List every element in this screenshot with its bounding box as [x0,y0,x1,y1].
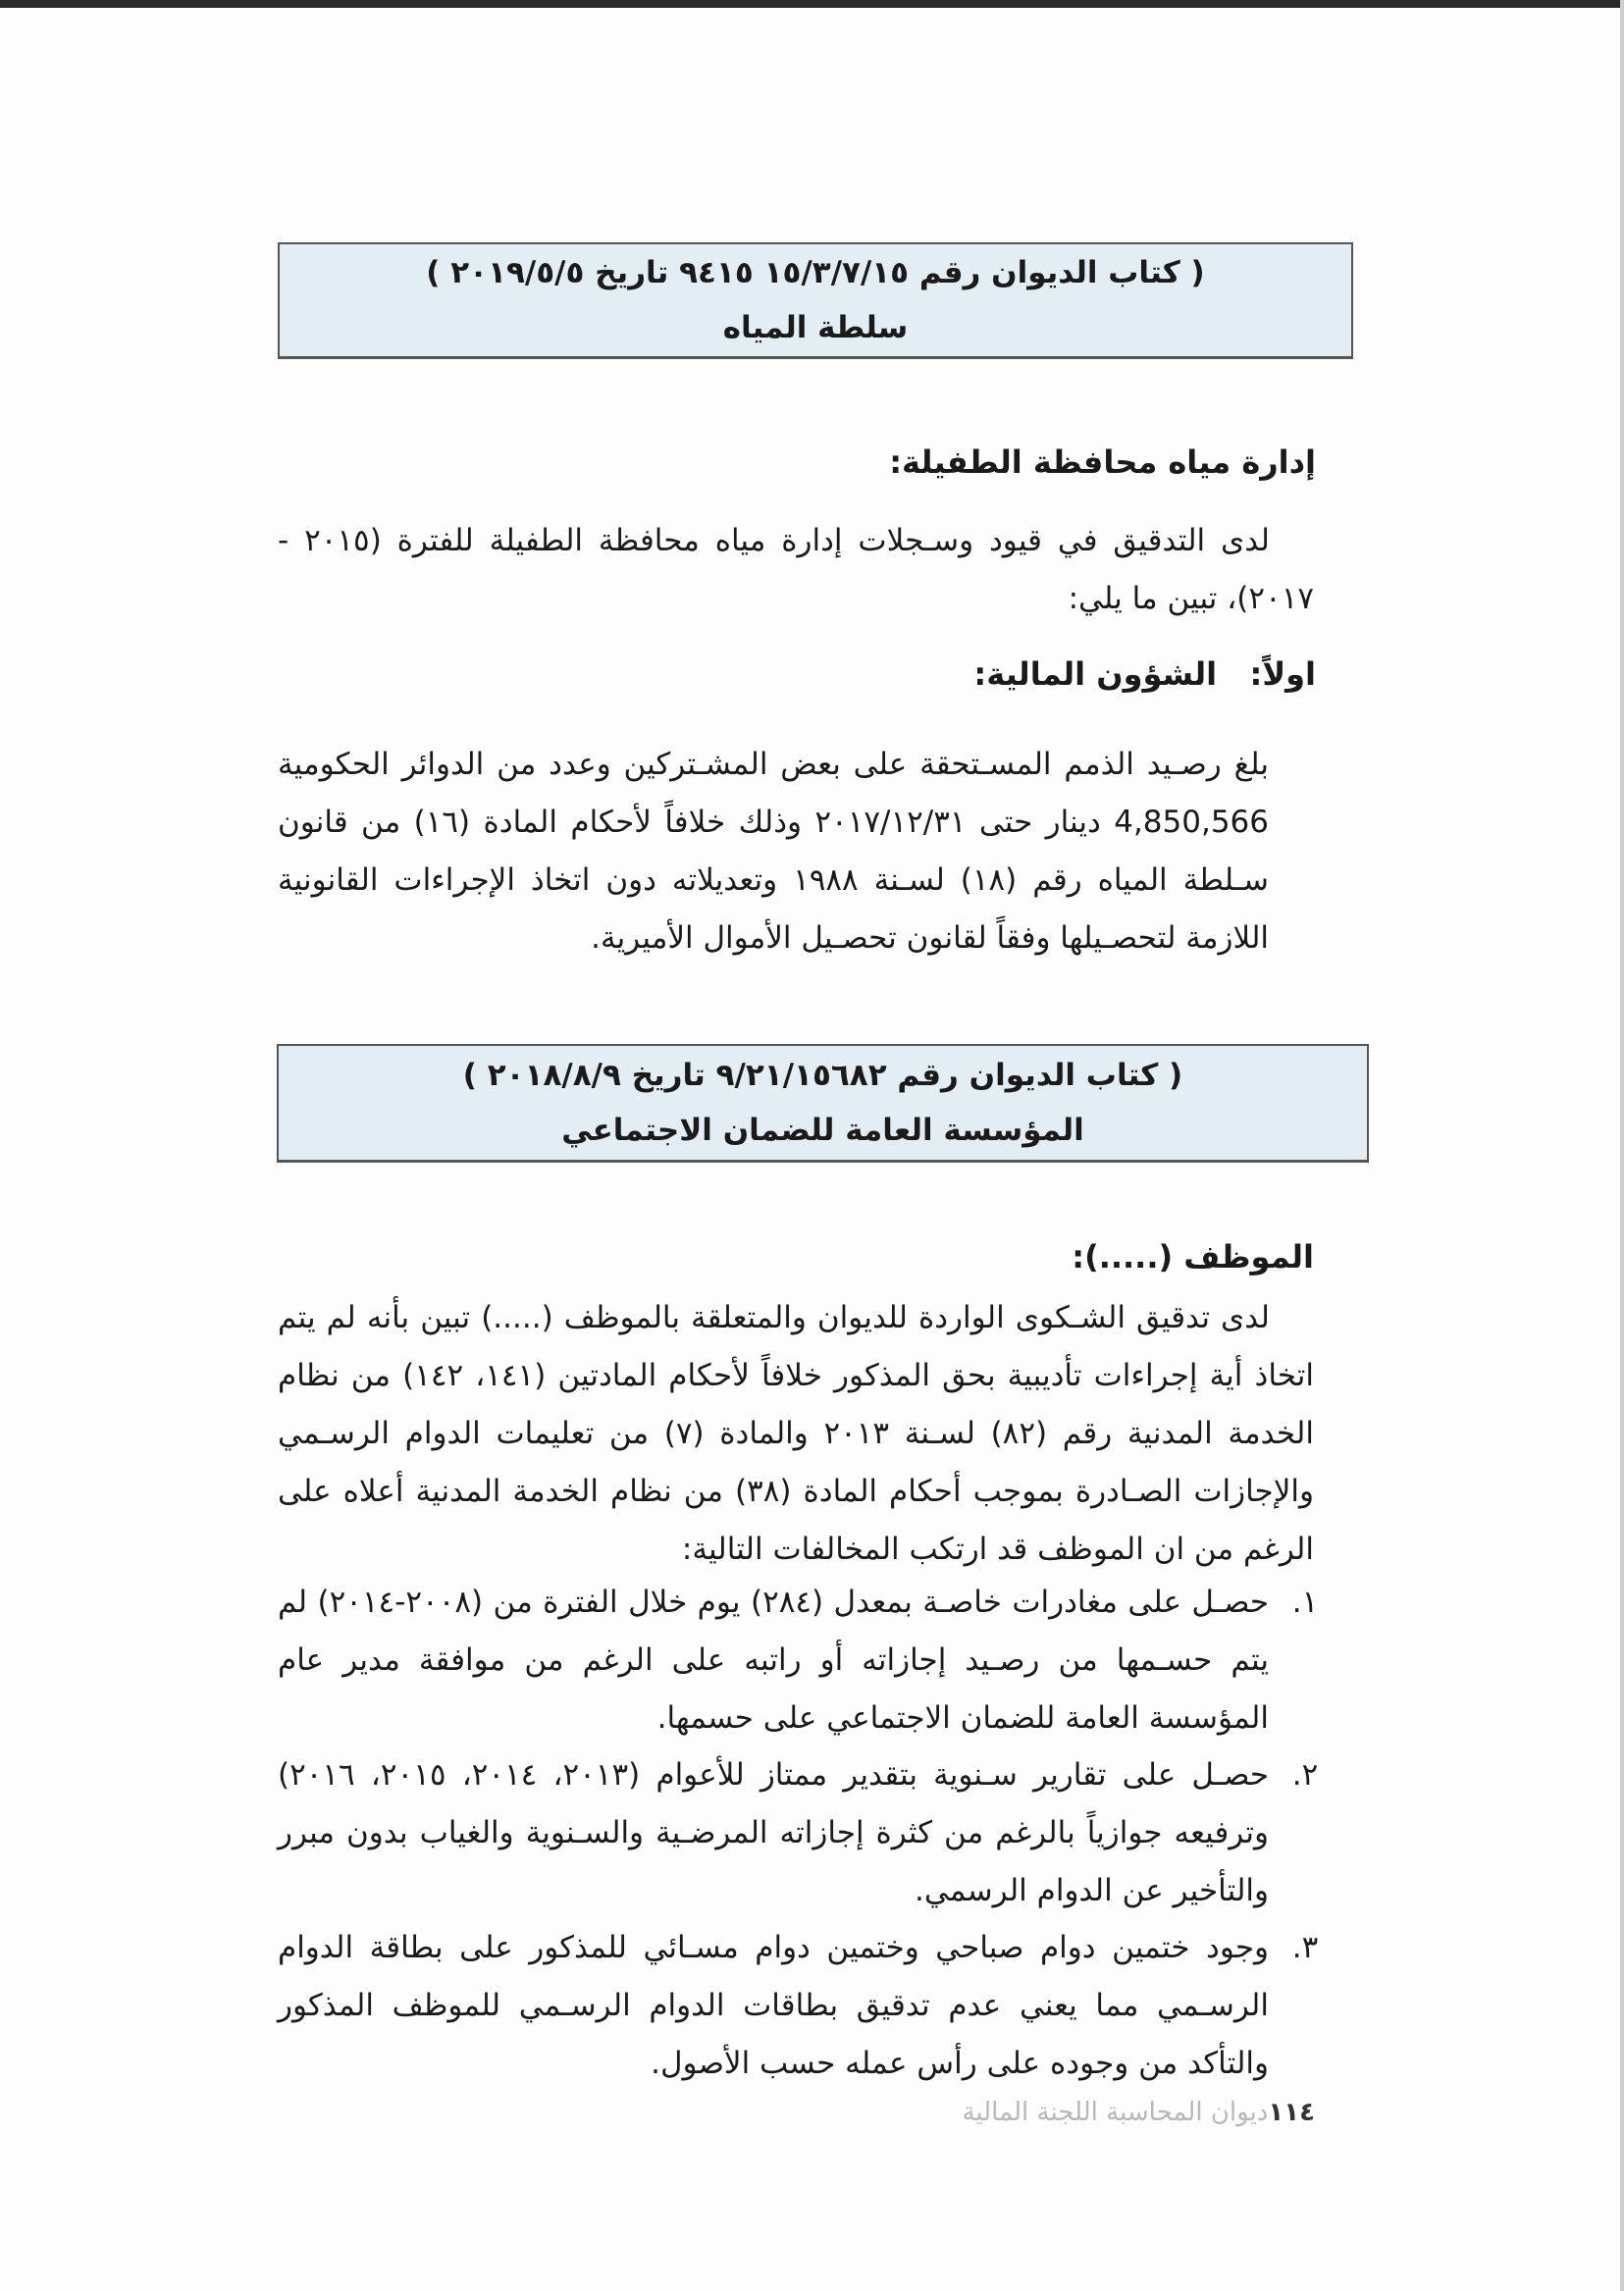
section-heading: الموظف (.....): [1072,1238,1314,1276]
subsection-heading: اولاً: الشؤون المالية: [973,655,1316,693]
page-number: ١١٤ [1268,2098,1315,2127]
section-heading: إدارة مياه محافظة الطفيلة: [889,443,1316,481]
scan-right-edge [1620,0,1624,2291]
letter-reference-box-2 [277,1044,1369,1163]
list-number: ٣. [1291,1930,1319,1965]
intro-paragraph: لدى التدقيق في قيود وسـجلات إدارة مياه محافظة الطفيلة للفترة (٢٠١٥ - ٢٠١٧)، تبين ما يلي: [278,523,1314,616]
complaint-paragraph: لدى تدقيق الشـكوى الواردة للديوان والمتعلقة بالموظف (.....) تبين بأنه لم يتم اتخاذ أية إجراءات تأديبية بحق المذكور خلافاً لأحكام المادتين (١٤١، ١٤٢) من نظام الخدمة المدنية رقم (٨٢) لسـنة ٢٠١٣ والمادة (٧) من تعليمات الدوام الرسـمي والإجازات الصـادرة بموجب أحكام المادة (٣٨) من نظام الخدمة المدنية أعلاه على الرغم من ان الموظف قد ارتكب المخالفات التالية: [278,1300,1315,1567]
letter-reference-box-1 [278,242,1353,359]
entity-name: المؤسسة العامة للضمان الاجتماعي [561,1113,1084,1148]
list-item: وجود ختمين دوام صباحي وختمين دوام مسـائي للمذكور على بطاقة الدوام الرسـمي مما يعني عدم تدقيق بطاقات الدوام الرسـمي للموظف المذكور والتأكد من وجوده على رأس عمله حسب الأصول. [278,1930,1269,2081]
finding-paragraph: بلغ رصـيد الذمم المسـتحقة على بعض المشـتركين وعدد من الدوائر الحكومية 4,850,566 دينار حتى ٢٠١٧/١٢/٣١ وذلك خلافاً لأحكام المادة (١٦) من قانون سـلطة المياه رقم (١٨) لسـنة ١٩٨٨ وتعديلاته دون اتخاذ الإجراءات القانونية اللازمة لتحصـيلها وفقاً لقانون تحصـيل الأموال الأميرية. [278,747,1269,956]
letter-reference: ( كتاب الديوان رقم ١٥/٣/٧/١٥ ٩٤١٥ تاريخ ٢٠١٩/٥/٥ ) [426,255,1205,290]
list-number: ٢. [1291,1757,1319,1793]
list-item: حصـل على تقارير سـنوية بتقدير ممتاز للأعوام (٢٠١٣، ٢٠١٤، ٢٠١٥، ٢٠١٦) وترفيعه جوازياً بالرغم من كثرة إجازاته المرضـية والسـنوية والغياب بدون مبرر والتأخير عن الدوام الرسمي. [278,1757,1270,1908]
list-number: ١. [1291,1585,1319,1620]
letter-reference: ( كتاب الديوان رقم ٩/٢١/١٥٦٨٢ تاريخ ٢٠١٨/٨/٩ ) [462,1058,1183,1093]
entity-name: سلطة المياه [722,310,909,345]
page-footer [962,2098,1315,2127]
list-item: حصـل على مغادرات خاصـة بمعدل (٢٨٤) يوم خلال الفترة من (٢٠٠٨-٢٠١٤) لم يتم حسـمها من رصـيد إجازاته أو راتبه على الرغم من موافقة مدير عام المؤسسة العامة للضمان الاجتماعي على حسمها. [278,1585,1270,1736]
footer-org: ديوان المحاسبة اللجنة المالية [962,2098,1269,2127]
scan-top-edge [0,0,1624,8]
